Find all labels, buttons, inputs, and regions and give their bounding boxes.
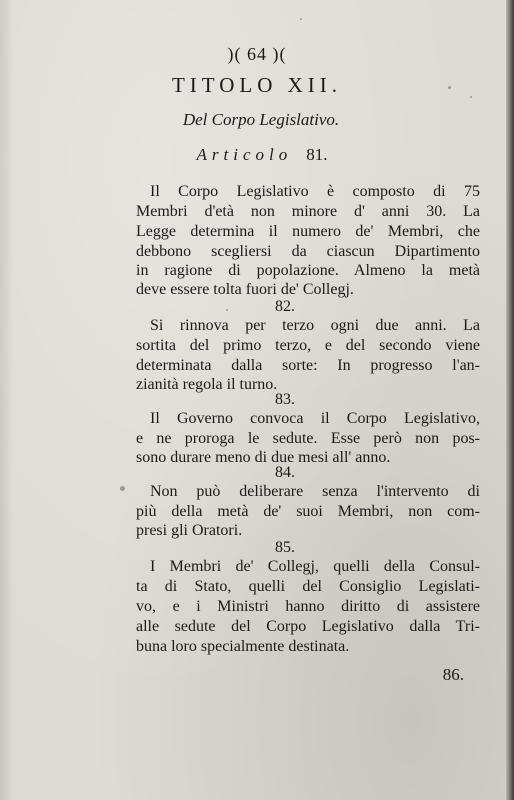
article-number: 84. (275, 464, 295, 481)
text-line: ta di Stato, quelli del Consiglio Legislati- (136, 578, 480, 595)
text-line: in ragione di popolazione. Almeno la metà (136, 262, 480, 279)
text-line: Legge determina il numero de' Membri, che (136, 223, 480, 240)
section-title: TITOLO XII. (171, 73, 343, 97)
text-line: Il Governo convoca il Corpo Legislativo, (150, 410, 480, 427)
catchword: 86. (442, 665, 464, 684)
text-line: zianità regola il turno. (136, 376, 278, 393)
text-line: deve essere tolta fuori de' Collegj. (136, 281, 354, 298)
article-heading (0, 145, 514, 165)
text-line: Il Corpo Legislativo è composto di 75 (150, 183, 480, 200)
text-line: e ne proroga le sedute. Esse però non pos- (136, 430, 480, 447)
text-line: debbono scegliersi da ciascun Dipartimento (136, 243, 480, 260)
section-subtitle: Del Corpo Legislativo. (182, 110, 340, 129)
article-heading-label: Articolo (196, 145, 293, 164)
paper-speck (120, 486, 125, 491)
paper-speck (470, 96, 472, 98)
text-line: alle sedute del Corpo Legislativo dalla Tri- (136, 618, 480, 635)
text-line: Membri d'età non minore d' anni 30. La (136, 203, 480, 220)
text-line: Non può deliberare senza l'intervento di (150, 483, 480, 500)
text-line: I Membri de' Collegj, quelli della Consul- (150, 558, 480, 575)
text-line: sortita del primo terzo, e del secondo viene (136, 337, 480, 354)
article-number: 83. (275, 391, 295, 408)
text-line: Si rinnova per terzo ogni due anni. La (150, 317, 480, 334)
paper-speck (448, 86, 451, 89)
text-line: presi gli Oratori. (136, 522, 243, 539)
article-number: 85. (275, 539, 295, 556)
text-line: buna loro specialmente destinata. (136, 638, 350, 655)
text-line: determinata dalla sorte: In progresso l'an- (136, 357, 480, 374)
text-line: sono durare meno di due mesi all' anno. (136, 449, 391, 466)
article-heading-number: 81. (306, 145, 328, 164)
paper-speck (226, 309, 228, 311)
text-line: più della metà de' suoi Membri, non com- (136, 503, 480, 520)
paper-speck (300, 18, 302, 20)
article-number: 82. (275, 298, 295, 315)
text-line: vo, e i Ministri hanno diritto di assistere (136, 598, 480, 615)
page-header: )( 64 )( (227, 44, 287, 64)
